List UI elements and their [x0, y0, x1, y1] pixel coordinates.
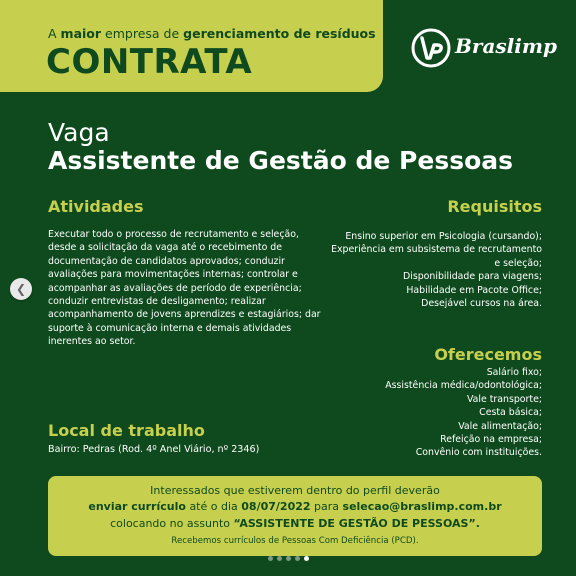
chevron-left-icon: ❮: [15, 282, 27, 296]
carousel-prev-button[interactable]: [10, 278, 32, 300]
apply-email: selecao@braslimp.com.br: [342, 500, 502, 513]
application-box: [48, 476, 542, 556]
cta-text: para: [314, 500, 340, 513]
requisito-item: e seleção;: [494, 257, 542, 269]
banner-pre: A: [48, 26, 57, 41]
carousel-dots: [0, 556, 576, 561]
banner-headline: CONTRATA: [46, 42, 253, 82]
beneficio-item: Convênio com instituições.: [415, 447, 542, 459]
local-address: Bairro: Pedras (Rod. 4º Anel Viário, nº 2346): [48, 444, 260, 455]
carousel-dot-active[interactable]: [304, 556, 309, 561]
carousel-dot[interactable]: [286, 556, 291, 561]
cta-text: até o dia: [189, 500, 238, 513]
pcd-note: Recebemos currículos de Pessoas Com Deficiência (PCD).: [171, 536, 419, 546]
email-subject: “ASSISTENTE DE GESTÃO DE PESSOAS”.: [233, 517, 480, 530]
requisito-item: Desejável cursos na área.: [421, 298, 542, 310]
oferecemos-heading: Oferecemos: [434, 345, 542, 364]
requisitos-heading: Requisitos: [447, 197, 542, 216]
beneficio-item: Vale alimentação;: [458, 420, 542, 432]
vaga-label: Vaga: [48, 118, 110, 147]
beneficio-item: Assistência médica/odontológica;: [385, 380, 542, 392]
local-heading: Local de trabalho: [48, 421, 205, 440]
atividades-text: Executar todo o processo de recrutamento e seleção, desde a solicitação da vaga até o recebimento de documentação de candidatos aprovados; conduzir avaliações para movimentações internas; controlar e acompanhar as avaliações de período de experiência; conduzir entrevistas de desligamento; realizar acompanhamento de jovens aprendizes e estagiários; dar suporte à comunicação interna e demais atividades inerentes ao setor.: [48, 229, 321, 348]
carousel-dot[interactable]: [277, 556, 282, 561]
beneficio-item: Vale transporte;: [466, 393, 542, 405]
cta-enviar: enviar currículo: [88, 500, 186, 513]
requisito-item: Disponibilidade para viagens;: [403, 271, 542, 283]
cta-line-2: [48, 500, 542, 513]
cta-line-3: [48, 517, 542, 530]
requisito-item: Ensino superior em Psicologia (cursando);: [345, 231, 542, 242]
banner-subtitle: [48, 26, 376, 41]
vaga-title: Assistente de Gestão de Pessoas: [48, 146, 514, 175]
braslimp-logo-text: Braslimp: [455, 34, 558, 58]
top-banner: [0, 0, 383, 92]
beneficio-item: Cesta básica;: [479, 407, 542, 419]
braslimp-logo: [411, 26, 561, 70]
carousel-dot[interactable]: [295, 556, 300, 561]
requisitos-list: [331, 230, 542, 310]
banner-bold-residuos: gerenciamento de resíduos: [183, 26, 376, 41]
carousel-dot[interactable]: [268, 556, 273, 561]
requisito-item: Experiência em subsistema de recrutamento: [331, 244, 542, 256]
braslimp-logo-icon: [411, 28, 451, 68]
beneficio-item: Salário fixo;: [486, 367, 542, 378]
banner-bold-maior: maior: [60, 26, 102, 41]
cta-line-1: Interessados que estiverem dentro do perfil deverão: [150, 484, 440, 497]
deadline-date: 08/07/2022: [241, 500, 311, 513]
atividades-heading: Atividades: [48, 197, 144, 216]
oferecemos-list: [385, 366, 542, 460]
beneficio-item: Refeição na empresa;: [440, 434, 542, 446]
cta-text: colocando no assunto: [110, 517, 231, 530]
requisito-item: Habilidade em Pacote Office;: [406, 284, 542, 296]
banner-mid: empresa de: [105, 26, 180, 41]
